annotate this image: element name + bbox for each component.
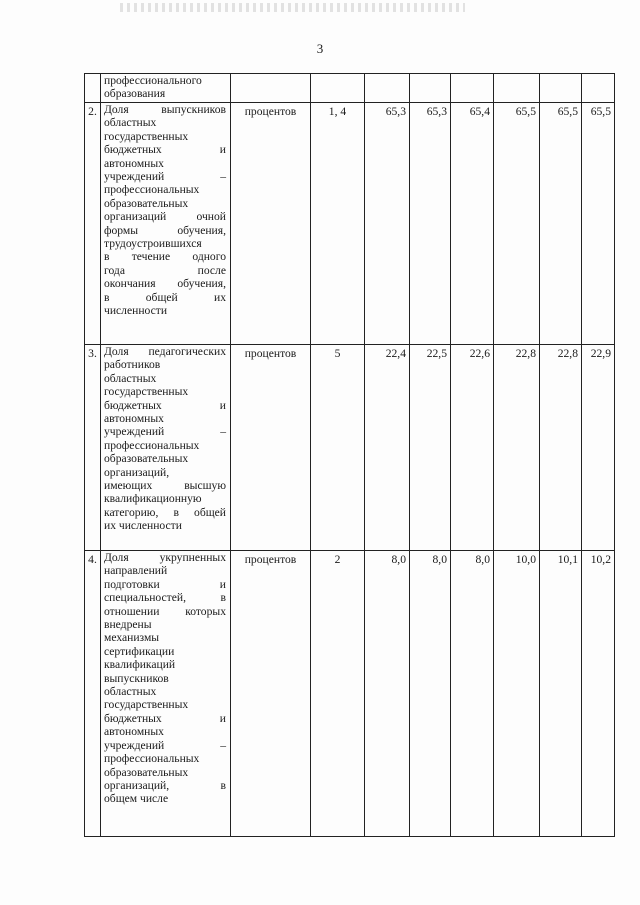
scan-header-artifact — [120, 3, 465, 12]
indicator-name-line: образовательных — [104, 196, 189, 210]
indicator-name-line: их численности — [104, 519, 182, 533]
unit-cell: процентов — [231, 551, 311, 837]
indicator-name-line: Доля укрупненных — [104, 551, 226, 564]
table-row — [85, 74, 615, 103]
basis-cell — [311, 74, 365, 103]
row-number: 4. — [85, 551, 101, 837]
indicator-name-line: профессионального — [104, 74, 202, 87]
row-number: 2. — [85, 103, 101, 345]
row-number: 3. — [85, 345, 101, 551]
indicator-name-line: учреждений – — [104, 425, 226, 439]
indicator-name-line: в течение одного — [104, 250, 226, 264]
indicator-name-line: областных — [104, 685, 157, 699]
indicator-name-line: организаций, в — [104, 778, 226, 792]
indicator-name-line: образовательных — [104, 765, 189, 779]
indicator-name-line: выпускников — [104, 671, 169, 685]
indicator-name-line: профессиональных — [104, 438, 200, 452]
indicator-name-line: формы обучения, — [104, 223, 226, 237]
value-cell: 22,4 — [365, 345, 410, 551]
value-cell: 65,5 — [494, 103, 540, 345]
indicator-name-line: трудоустроившихся — [104, 237, 202, 251]
indicator-name-line: учреждений – — [104, 738, 226, 752]
indicator-name-line: автономных — [104, 412, 164, 426]
indicator-name-line: квалификаций — [104, 658, 176, 672]
indicator-name-line: общем числе — [104, 792, 169, 806]
indicator-name-line: государственных — [104, 129, 189, 143]
indicator-name — [101, 345, 231, 551]
value-cell: 65,3 — [410, 103, 451, 345]
indicator-name-line: направлений — [104, 564, 168, 578]
indicator-name-line: автономных — [104, 156, 164, 170]
indicator-name-line: работников — [104, 358, 161, 372]
indicator-name-line: подготовки и — [104, 577, 226, 591]
indicator-name-line: областных — [104, 371, 157, 385]
value-cell: 10,1 — [540, 551, 582, 837]
indicator-name-line: имеющих высшую — [104, 479, 226, 493]
indicator-name-line: года после — [104, 263, 226, 277]
value-cell: 22,8 — [494, 345, 540, 551]
table-row — [85, 103, 615, 345]
value-cell — [410, 74, 451, 103]
value-cell: 22,9 — [582, 345, 615, 551]
indicator-name-line: профессиональных — [104, 183, 200, 197]
indicator-name-line: государственных — [104, 698, 189, 712]
indicators-table — [84, 73, 615, 837]
value-cell: 65,5 — [540, 103, 582, 345]
indicator-name-line: Доля выпускников — [104, 103, 226, 116]
value-cell — [540, 74, 582, 103]
value-cell — [451, 74, 494, 103]
value-cell: 10,0 — [494, 551, 540, 837]
value-cell: 65,4 — [451, 103, 494, 345]
value-cell — [582, 74, 615, 103]
indicator-name-line: численности — [104, 304, 168, 318]
indicator-name-line: профессиональных — [104, 752, 200, 766]
indicator-name-line: организаций очной — [104, 210, 226, 224]
indicator-name-line: отношении которых — [104, 604, 226, 618]
basis-cell: 1, 4 — [311, 103, 365, 345]
indicator-name-line: бюджетных и — [104, 143, 226, 157]
value-cell: 10,2 — [582, 551, 615, 837]
unit-cell: процентов — [231, 345, 311, 551]
value-cell: 8,0 — [365, 551, 410, 837]
indicator-name-line: образовательных — [104, 452, 189, 466]
value-cell: 65,3 — [365, 103, 410, 345]
value-cell: 65,5 — [582, 103, 615, 345]
indicator-name-line: организаций, — [104, 465, 170, 479]
indicator-name-line: окончания обучения, — [104, 277, 226, 291]
page-number: 3 — [316, 41, 324, 56]
basis-cell: 2 — [311, 551, 365, 837]
table-row — [85, 551, 615, 837]
indicator-name-line: квалификационную — [104, 492, 202, 506]
value-cell: 22,6 — [451, 345, 494, 551]
value-cell — [365, 74, 410, 103]
value-cell — [494, 74, 540, 103]
indicator-name-line: бюджетных и — [104, 398, 226, 412]
indicator-name-line: Доля педагогических — [104, 345, 226, 358]
indicator-name-line: областных — [104, 116, 157, 130]
indicator-name — [101, 551, 231, 837]
indicator-name — [101, 103, 231, 345]
value-cell: 22,5 — [410, 345, 451, 551]
unit-cell: процентов — [231, 103, 311, 345]
indicator-name-line: механизмы — [104, 631, 160, 645]
indicator-name-line: бюджетных и — [104, 711, 226, 725]
indicator-name-line: сертификации — [104, 644, 175, 658]
indicator-name-line: автономных — [104, 725, 164, 739]
indicator-name-line: категорию, в общей — [104, 505, 226, 519]
row-number — [85, 74, 101, 103]
indicator-name-line: в общей их — [104, 290, 226, 304]
value-cell: 22,8 — [540, 345, 582, 551]
indicator-name-line: учреждений – — [104, 170, 226, 184]
indicator-name-line: государственных — [104, 385, 189, 399]
indicator-name — [101, 74, 231, 103]
table-row — [85, 345, 615, 551]
indicator-name-line: внедрены — [104, 618, 152, 632]
unit-cell — [231, 74, 311, 103]
value-cell: 8,0 — [410, 551, 451, 837]
basis-cell: 5 — [311, 345, 365, 551]
indicator-name-line: образования — [104, 87, 166, 101]
indicator-name-line: специальностей, в — [104, 591, 226, 605]
value-cell: 8,0 — [451, 551, 494, 837]
